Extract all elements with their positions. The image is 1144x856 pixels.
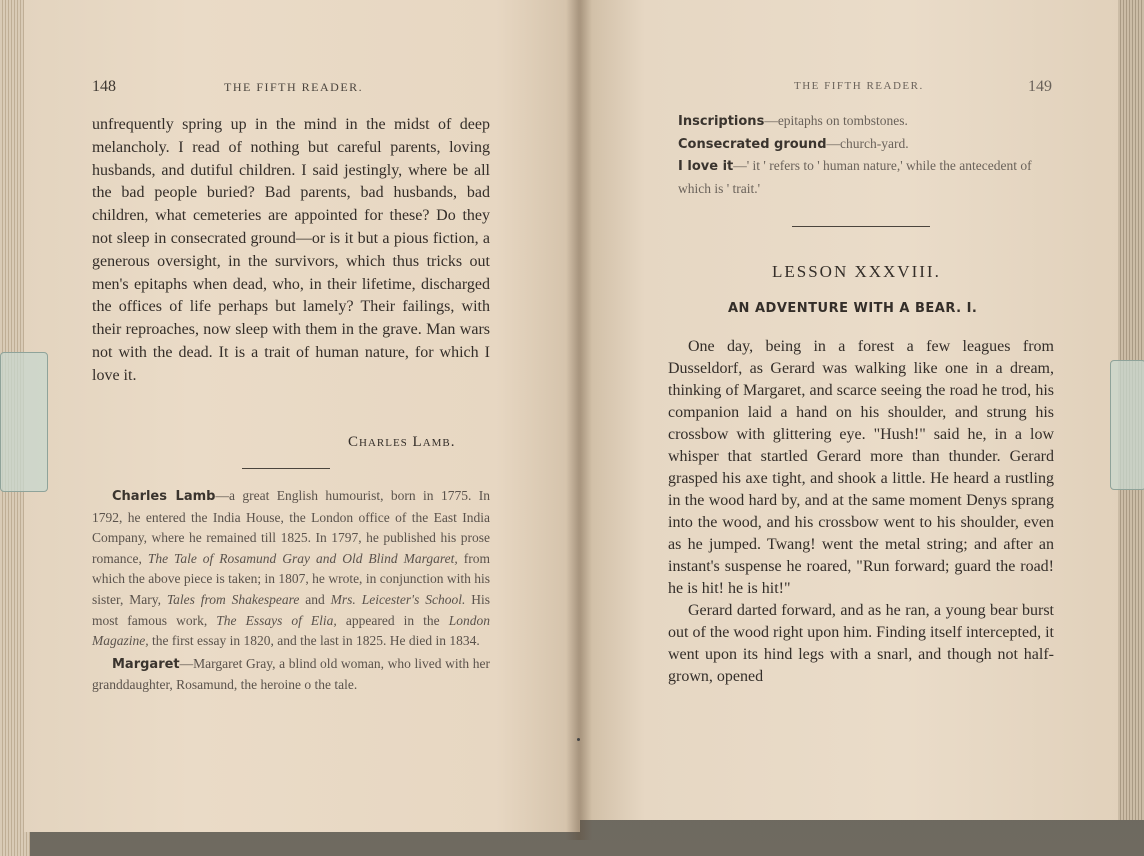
- book-title: The Essays of Elia,: [216, 612, 337, 628]
- note-text: —epitaphs on tombstones.: [764, 113, 908, 128]
- note-charles-lamb: [92, 486, 490, 652]
- note-text: —church-yard.: [826, 135, 909, 151]
- left-page-number: 148: [92, 78, 116, 95]
- note-term: Margaret: [112, 656, 180, 672]
- left-body-text: [92, 114, 490, 388]
- note-term: Inscriptions: [678, 114, 765, 129]
- left-running-head: THE FIFTH READER.: [224, 80, 364, 94]
- note-text: —a great English humourist, born in 1775. In 1792, he entered the India House, the London office of the East India Company, where he remained till 1825. In 1797, he published his prose romance,: [92, 488, 490, 566]
- note-text: from which the above piece is taken; in 1807, he wrote, in conjunction with his sister, Mary,: [92, 550, 490, 607]
- note-term: Charles Lamb: [112, 489, 216, 504]
- gutter-mark: [577, 738, 580, 741]
- lesson-title: LESSON XXXVIII.: [772, 262, 941, 281]
- note-term: Consecrated ground: [678, 136, 827, 152]
- right-notes: [678, 110, 1050, 199]
- right-running-head: THE FIFTH READER.: [794, 80, 924, 92]
- lesson-divider: [792, 226, 930, 227]
- note-text: His most famous work,: [92, 591, 490, 628]
- note-i-love-it: [678, 155, 1050, 199]
- note-inscriptions: [678, 110, 1050, 133]
- book-title: London Magazine,: [92, 612, 490, 649]
- right-page-number: 149: [1028, 78, 1052, 95]
- story-paragraph: Gerard darted forward, and as he ran, a young bear burst out of the wood right upon him. Finding itself intercepted, it went upon its hind legs with a snarl, and though not half-grown, opened: [668, 602, 1054, 685]
- book-title: Tales from Shakespeare: [166, 591, 300, 607]
- right-page-clip: [1110, 360, 1144, 490]
- note-text: —Margaret Gray, a blind old woman, who lived with her granddaughter, Rosamund, the heroine o the tale.: [92, 655, 490, 693]
- lesson-subtitle: AN ADVENTURE WITH A BEAR. I.: [728, 301, 978, 316]
- note-text: appeared in the: [336, 612, 449, 628]
- note-text: the first essay in 1820, and the last in 1825. He died in 1834.: [148, 633, 480, 649]
- note-margaret: [92, 654, 490, 696]
- note-text: —' it ' refers to ' human nature,' while the antecedent of which is ' trait.': [678, 158, 1032, 196]
- book-gutter: [566, 0, 592, 840]
- left-body-paragraph: unfrequently spring up in the mind in the midst of deep melancholy. I read of nothing but careful parents, loving husbands, and dutiful children. I said jestingly, where be all the bad people buried? Bad parents, bad husbands, bad children, what cemeteries are appointed for these? Do they not sleep in consecrated ground—or is it but a pious fiction, a generous oversight, in the survivors, which thus tricks out men's epitaphs when dead, who, in their lifetime, discharged the offices of life perhaps but lamely? Their failings, with their reproaches, now sleep with them in the grave. Man wars not with the dead. It is a trait of human nature, for which I love it.: [92, 116, 490, 384]
- story-paragraph: One day, being in a forest a few leagues from Dusseldorf, as Gerard was walking like one in a dream, thinking of Margaret, and scarce seeing the road he trod, his companion laid a hand on his shoulder, and strung his crossbow with glittering eye. "Hush!" said he, in a low whisper that startled Gerard more than thunder. Gerard grasped his axe tight, and shook a little. He heard a rustling in the wood hard by, and at the same moment Denys sprang into the wood, and his crossbow went to his shoulder, even as he jumped. Twang! went the metal string; and after an instant's suspense he roared, "Run forward; guard the road! he is hit! he is hit!": [668, 338, 1054, 597]
- section-divider: [242, 468, 330, 469]
- note-consecrated-ground: [678, 133, 1050, 156]
- note-text: and: [299, 591, 331, 607]
- book-title: Mrs. Leicester's School.: [330, 591, 466, 607]
- author-signature: Charles Lamb.: [348, 434, 456, 450]
- note-term: I love it: [678, 159, 734, 174]
- left-page-clip: [0, 352, 48, 492]
- book-title: The Tale of Rosamund Gray and Old Blind Margaret,: [147, 550, 458, 566]
- right-body-text: [668, 336, 1054, 688]
- left-notes: [92, 486, 490, 696]
